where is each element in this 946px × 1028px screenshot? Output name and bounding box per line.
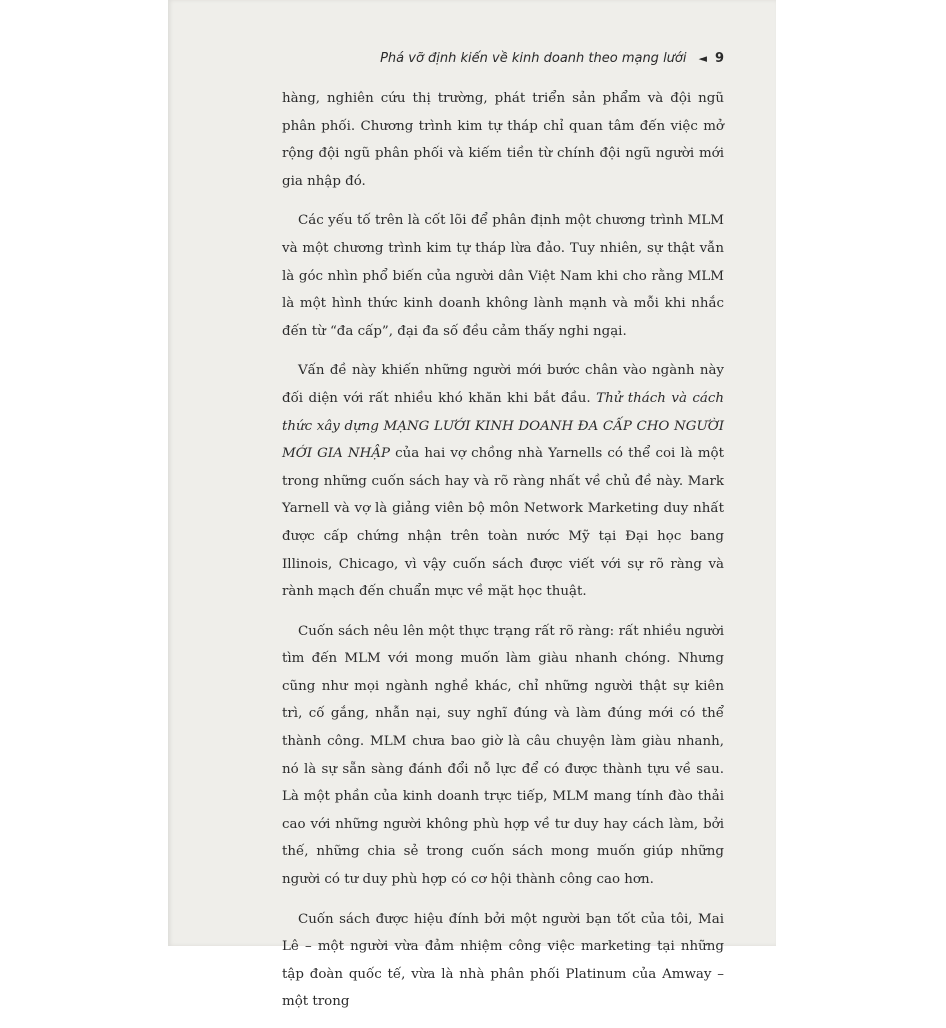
paragraph-2: Các yếu tố trên là cốt lõi để phân định một chương trình MLM và một chương trình kim tự tháp lừa đảo. Tuy nhiên, sự thật vẫn là góc nhìn phổ biến của người dân Việt Nam khi cho rằng MLM là một hình thức kinh doanh không lành mạnh và mỗi khi nhắc đến từ “đa cấp”, đại đa số đều cảm thấy nghi ngại.	[282, 213, 724, 339]
paragraph-3-intro: Vấn đề này khiến những người mới bước chân vào ngành này đối diện với rất nhiều khó khăn khi bắt đầu.	[282, 363, 724, 406]
running-header	[380, 51, 724, 66]
paragraph-3	[282, 357, 724, 605]
paragraph-5: Cuốn sách được hiệu đính bởi một người bạn tốt của tôi, Mai Lê – một người vừa đảm nhiệm công việc marketing tại những tập đoàn quốc tế, vừa là nhà phân phối Platinum của Amway – một trong	[282, 911, 724, 1010]
running-title: Phá vỡ định kiến về kinh doanh theo mạng lưới	[380, 51, 687, 66]
page-number: 9	[714, 51, 724, 66]
paragraph-4: Cuốn sách nêu lên một thực trạng rất rõ ràng: rất nhiều người tìm đến MLM với mong muốn làm giàu nhanh chóng. Nhưng cũng như mọi ngành nghề khác, chỉ những người thật sự kiên trì, cố gắng, nhẫn nại, suy nghĩ đúng và làm đúng mới có thể thành công. MLM chưa bao giờ là câu chuyện làm giàu nhanh, nó là sự sẵn sàng đánh đổi nỗ lực để có được thành tựu về sau. Là một phần của kinh doanh trực tiếp, MLM mang tính đào thải cao với những người không phù hợp về tư duy hay cách làm, bởi thế, những chia sẻ trong cuốn sách mong muốn giúp những người có tư duy phù hợp có cơ hội thành công cao hơn.	[282, 623, 724, 888]
book-page	[168, 0, 776, 1010]
body-text	[282, 85, 724, 1028]
paragraph-3-rest: của hai vợ chồng nhà Yarnells có thể coi là một trong những cuốn sách hay và rõ ràng nhất về chủ đề này. Mark Yarnell và vợ là giảng viên bộ môn Network Marketing duy nhất được cấp chứng nhận trên toàn nước Mỹ tại Đại học bang Illinois, Chicago, vì vậy cuốn sách được viết với sự rõ ràng và rành mạch đến chuẩn mực về mặt học thuật.	[282, 446, 724, 600]
left-arrow-icon: ◄	[698, 52, 707, 65]
book-title: Thử thách và cách thức xây dựng MẠNG LƯỚI KINH DOANH ĐA CẤP CHO NGƯỜI MỚI GIA NHẬP	[282, 390, 724, 462]
paragraph-1: hàng, nghiên cứu thị trường, phát triển sản phẩm và đội ngũ phân phối. Chương trình kim tự tháp chỉ quan tâm đến việc mở rộng đội ngũ phân phối và kiếm tiền từ chính đội ngũ người mới gia nhập đó.	[282, 91, 724, 189]
